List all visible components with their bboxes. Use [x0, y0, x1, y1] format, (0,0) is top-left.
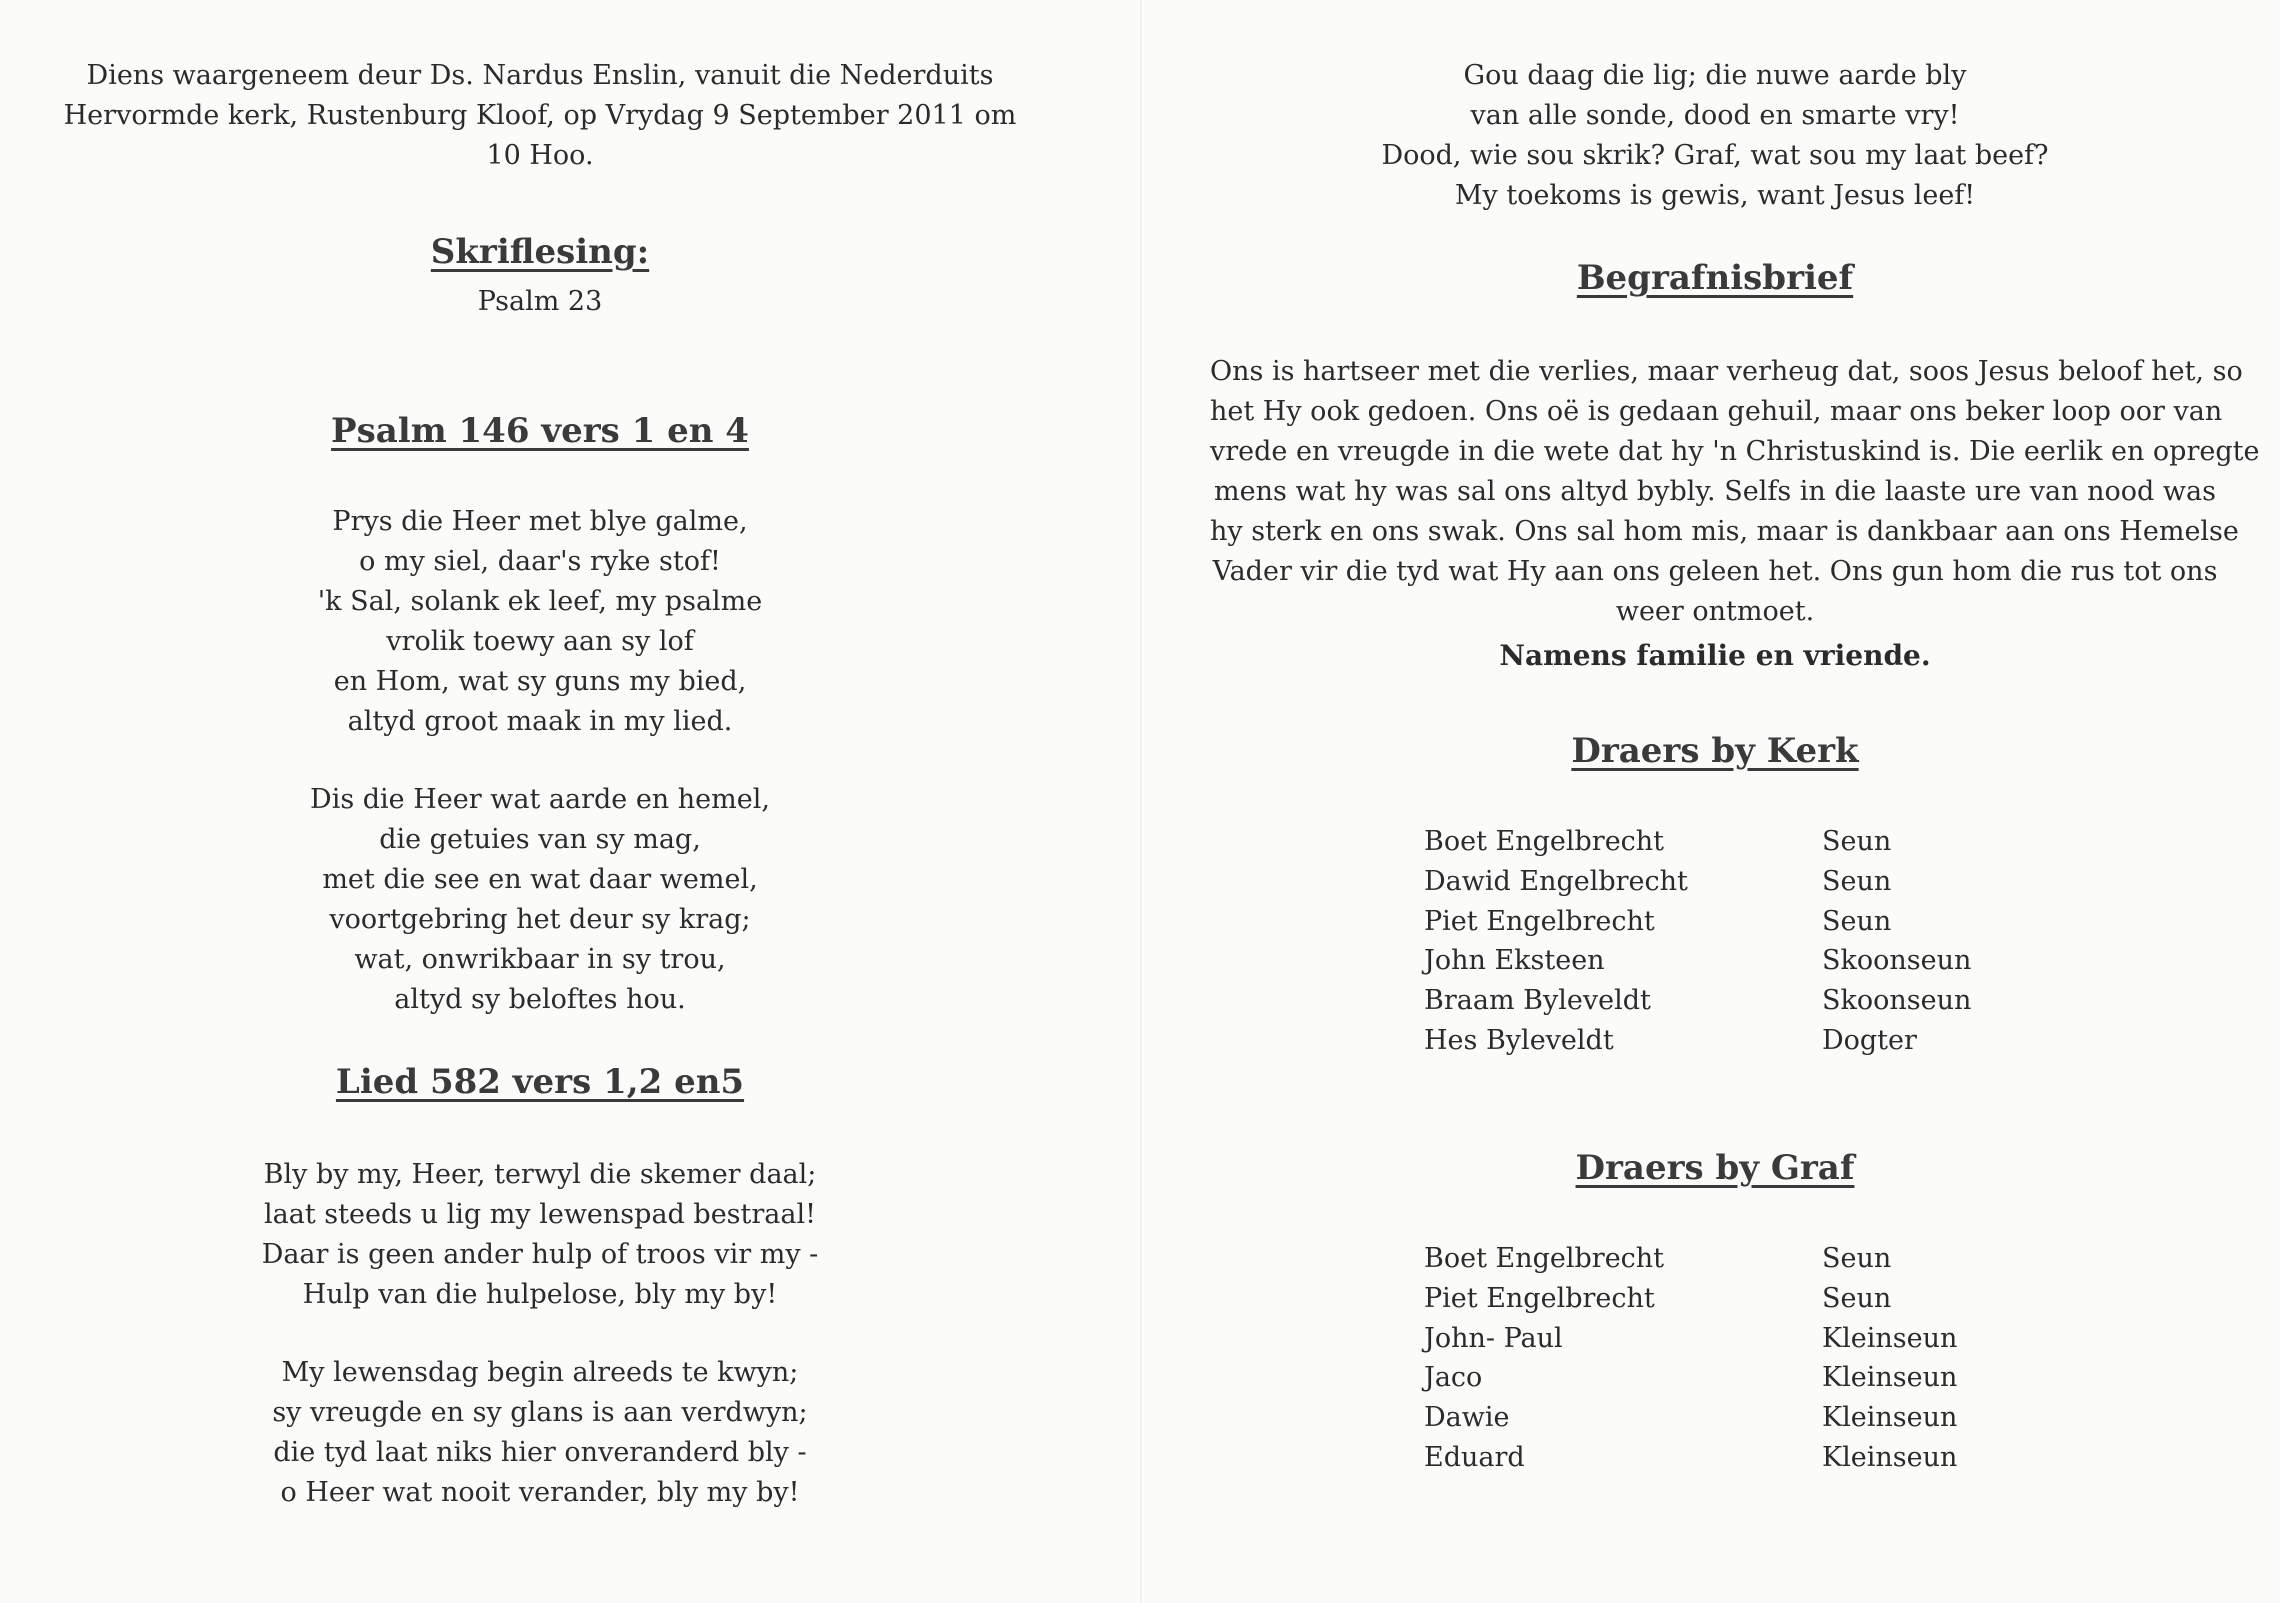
page-fold — [1140, 0, 1142, 1603]
intro-line: Diens waargeneem deur Ds. Nardus Enslin, vanuit die Nederduits — [86, 60, 994, 91]
hymn-heading: Lied 582 vers 1,2 en5 — [335, 1062, 745, 1102]
table-row — [1424, 1398, 1957, 1438]
bearer-name: Braam Byleveldt — [1424, 985, 1651, 1017]
verse-line: Dood, wie sou skrik? Graf, wat sou my laat beef? — [1381, 140, 2049, 171]
bearer-relation: Seun — [1822, 1282, 1892, 1314]
table-row — [1424, 822, 1971, 862]
letter-line: het Hy ook gedoen. Ons oë is gedaan gehuil, maar ons beker loop oor van — [1210, 396, 2223, 427]
psalm-stanza-1 — [40, 502, 1040, 742]
scripture-text: Psalm 23 — [477, 286, 603, 317]
letter-line: hy sterk en ons swak. Ons sal hom mis, maar is dankbaar aan ons Hemelse — [1210, 516, 2239, 547]
psalm-heading: Psalm 146 vers 1 en 4 — [331, 411, 749, 451]
letter-line: weer ontmoet. — [1615, 596, 1815, 627]
church-bearers-heading: Draers by Kerk — [1571, 731, 1859, 771]
bearer-relation: Seun — [1822, 826, 1892, 857]
psalm-stanza-2 — [40, 780, 1040, 1020]
intro-line: 10 Hoo. — [486, 140, 594, 171]
verse-line: Dis die Heer wat aarde en hemel, — [310, 784, 770, 815]
bearer-name: Boet Engelbrecht — [1424, 826, 1665, 857]
verse-line: altyd sy beloftes hou. — [394, 984, 686, 1015]
verse-line: My toekoms is gewis, want Jesus leef! — [1454, 180, 1976, 211]
verse-line: die getuies van sy mag, — [379, 824, 701, 855]
scripture-reading — [40, 282, 1040, 322]
table-row — [1424, 941, 1971, 981]
bearer-relation: Kleinseun — [1822, 1362, 1958, 1394]
bearer-relation: Dogter — [1822, 1024, 1917, 1056]
bearer-name: Piet Engelbrecht — [1424, 1282, 1655, 1314]
verse-line: 'k Sal, solank ek leef, my psalme — [317, 586, 763, 617]
grave-bearers-table — [1424, 1239, 1957, 1478]
bearer-name: Eduard — [1424, 1441, 1525, 1473]
hymn-stanza-3 — [1210, 56, 2220, 216]
service-intro — [40, 56, 1040, 176]
letter-line: mens wat hy was sal ons altyd bybly. Selfs in die laaste ure van nood was — [1214, 476, 2216, 507]
verse-line: wat, onwrikbaar in sy trou, — [354, 944, 726, 975]
verse-line: Bly by my, Heer, terwyl die skemer daal; — [263, 1159, 817, 1190]
table-row — [1424, 1438, 1957, 1478]
verse-line: die tyd laat niks hier onveranderd bly - — [273, 1437, 807, 1468]
table-row — [1424, 862, 1971, 902]
funeral-letter — [1210, 352, 2260, 632]
bearer-name: Piet Engelbrecht — [1424, 905, 1655, 937]
letter-line: vrede en vreugde in die wete dat hy 'n Christuskind is. Die eerlik en opregte — [1210, 436, 2260, 467]
church-bearers-table — [1424, 822, 1971, 1061]
verse-line: met die see en wat daar wemel, — [322, 864, 758, 895]
bearer-relation: Seun — [1822, 905, 1892, 937]
letter-line: Ons is hartseer met die verlies, maar verheug dat, soos Jesus beloof het, so — [1210, 356, 2243, 387]
hymn-stanza-1 — [40, 1155, 1040, 1315]
table-row — [1424, 1358, 1957, 1398]
bearer-relation: Kleinseun — [1822, 1322, 1958, 1354]
scripture-heading: Skriflesing: — [430, 232, 650, 272]
bearer-name: John Eksteen — [1424, 945, 1605, 977]
verse-line: laat steeds u lig my lewenspad bestraal! — [264, 1199, 816, 1230]
bearer-relation: Skoonseun — [1822, 945, 1972, 977]
verse-line: o my siel, daar's ryke stof! — [359, 546, 721, 577]
letter-signoff: Namens familie en vriende. — [1499, 639, 1931, 672]
letter-signoff-block — [1210, 636, 2220, 676]
bearer-relation: Kleinseun — [1822, 1441, 1958, 1473]
bearer-name: Boet Engelbrecht — [1424, 1243, 1665, 1274]
table-row — [1424, 981, 1971, 1021]
verse-line: sy vreugde en sy glans is aan verdwyn; — [272, 1397, 808, 1428]
table-row — [1424, 902, 1971, 942]
intro-line: Hervormde kerk, Rustenburg Kloof, op Vrydag 9 September 2011 om — [63, 100, 1017, 131]
bearer-relation: Kleinseun — [1822, 1402, 1958, 1434]
bearer-name: Hes Byleveldt — [1424, 1024, 1614, 1056]
bearer-name: Dawie — [1424, 1402, 1510, 1434]
bearer-name: John- Paul — [1424, 1322, 1563, 1354]
verse-line: en Hom, wat sy guns my bied, — [333, 666, 747, 697]
table-row — [1424, 1279, 1957, 1319]
hymn-stanza-2 — [40, 1353, 1040, 1513]
verse-line: My lewensdag begin alreeds te kwyn; — [281, 1357, 799, 1388]
bearer-relation: Skoonseun — [1822, 985, 1972, 1017]
grave-bearers-heading: Draers by Graf — [1575, 1148, 1855, 1188]
verse-line: o Heer wat nooit verander, bly my by! — [280, 1477, 800, 1508]
bearer-relation: Seun — [1822, 865, 1892, 897]
verse-line: van alle sonde, dood en smarte vry! — [1470, 100, 1960, 131]
bearer-name: Jaco — [1424, 1362, 1483, 1394]
verse-line: voortgebring het deur sy krag; — [329, 904, 751, 935]
verse-line: Daar is geen ander hulp of troos vir my - — [261, 1239, 819, 1270]
letter-line: Vader vir die tyd wat Hy aan ons geleen het. Ons gun hom die rus tot ons — [1212, 556, 2218, 587]
verse-line: vrolik toewy aan sy lof — [386, 626, 694, 657]
bearer-name: Dawid Engelbrecht — [1424, 865, 1688, 897]
table-row — [1424, 1021, 1971, 1061]
verse-line: Hulp van die hulpelose, bly my by! — [302, 1279, 778, 1310]
verse-line: Prys die Heer met blye galme, — [332, 506, 748, 537]
verse-line: altyd groot maak in my lied. — [347, 706, 733, 737]
letter-heading: Begrafnisbrief — [1576, 258, 1854, 298]
bearer-relation: Seun — [1822, 1243, 1892, 1274]
verse-line: Gou daag die lig; die nuwe aarde bly — [1463, 60, 1967, 91]
table-row — [1424, 1239, 1957, 1279]
table-row — [1424, 1319, 1957, 1359]
